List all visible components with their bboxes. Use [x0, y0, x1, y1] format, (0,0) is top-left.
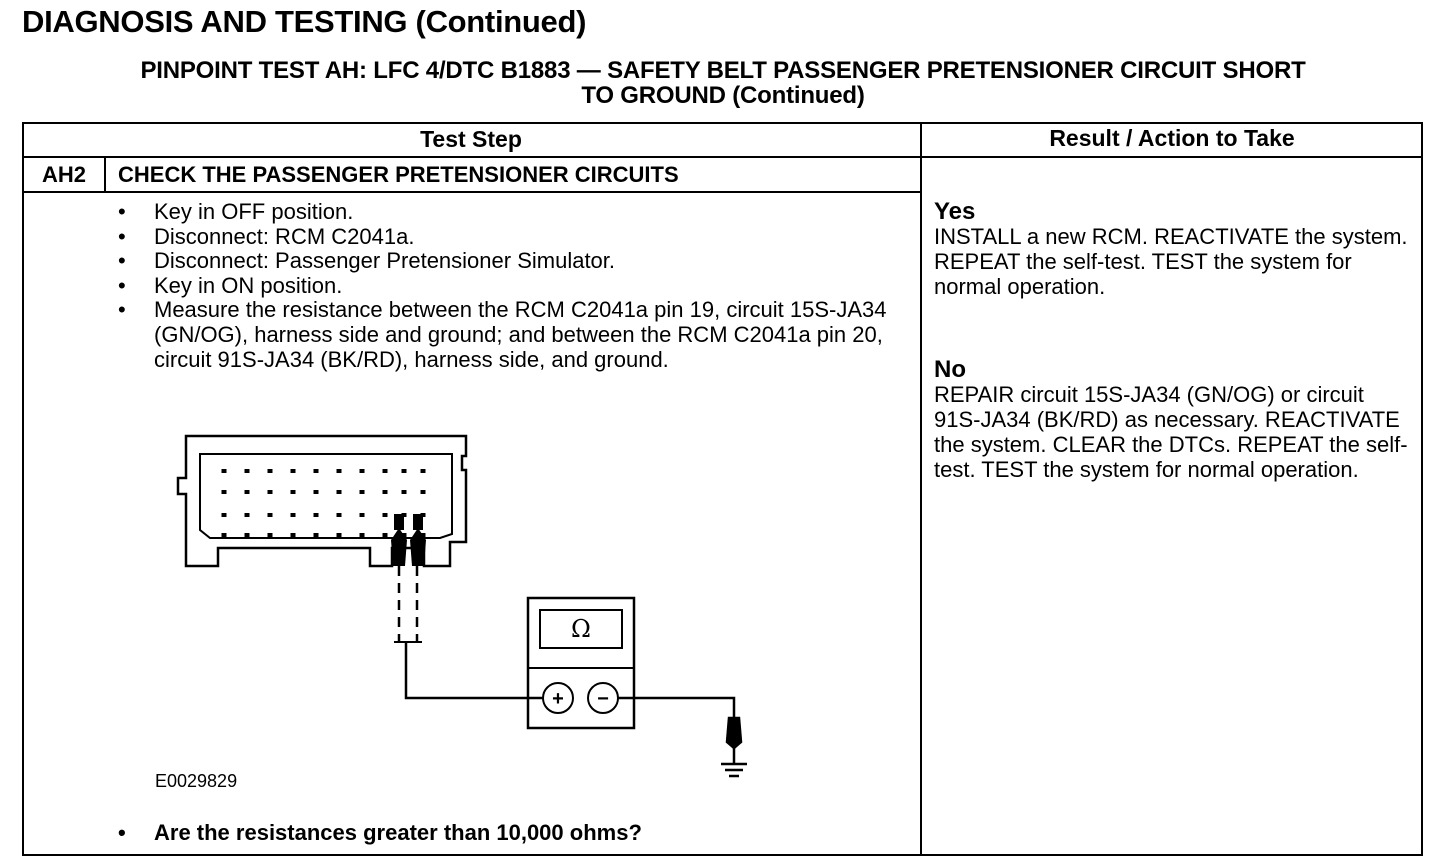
- list-item: • Measure the resistance between the RCM C2041a pin 19, circuit 15S-JA34 (GN/OG), harness side and ground; and between the RCM C2041a pin 20, circuit 91S-JA34 (BK/RD), harness side, and ground.: [116, 298, 906, 372]
- connector-pin: [360, 513, 365, 517]
- list-item: • Disconnect: Passenger Pretensioner Simulator.: [116, 249, 906, 274]
- connector-pin: [314, 533, 319, 537]
- connector-pin: [314, 490, 319, 494]
- list-item: • Disconnect: RCM C2041a.: [116, 225, 906, 250]
- connector-pin: [402, 490, 407, 494]
- connector-pin: [383, 533, 388, 537]
- ground-lead: [618, 698, 741, 764]
- connector-pin: [291, 533, 296, 537]
- column-header-result: Result / Action to Take: [1049, 125, 1295, 151]
- subtitle-line-2: TO GROUND (Continued): [581, 82, 865, 109]
- subtitle-line-1: PINPOINT TEST AH: LFC 4/DTC B1883 — SAFETY BELT PASSENGER PRETENSIONER CIRCUIT SHORT: [140, 57, 1306, 84]
- result-no: [934, 357, 1414, 482]
- page-title: DIAGNOSIS AND TESTING (Continued): [22, 4, 587, 39]
- figure-id: E0029829: [155, 771, 238, 791]
- connector-pin: [360, 533, 365, 537]
- list-item: • Key in ON position.: [116, 274, 906, 299]
- connector-pin: [314, 469, 319, 473]
- no-action: REPAIR circuit 15S-JA34 (GN/OG) or circuit 91S-JA34 (BK/RD) as necessary. REACTIVATE the system. CLEAR the DTCs. REPEAT the self-test. TEST the system for normal operation.: [934, 382, 1408, 482]
- column-header-test-step: Test Step: [420, 126, 522, 152]
- connector-pin: [337, 469, 342, 473]
- yes-heading: Yes: [934, 198, 976, 225]
- yes-action: INSTALL a new RCM. REACTIVATE the system. REPEAT the self-test. TEST the system for normal operation.: [934, 224, 1408, 299]
- step-question: • Are the resistances greater than 10,000 ohms?: [116, 820, 642, 846]
- no-heading: No: [934, 356, 966, 383]
- ohm-symbol: Ω: [571, 615, 591, 643]
- connector-pin: [291, 469, 296, 473]
- connector-pin: [337, 533, 342, 537]
- connector-pin: [268, 513, 273, 517]
- connector-pin: [291, 490, 296, 494]
- connector-pin: [245, 533, 250, 537]
- connector-pin: [291, 513, 296, 517]
- connector-pin: [383, 469, 388, 473]
- connector-pin: [245, 469, 250, 473]
- connector-pin: [268, 533, 273, 537]
- connector-pin: [222, 490, 227, 494]
- connector-pin: [245, 490, 250, 494]
- connector-pin: [245, 513, 250, 517]
- connector-pin: [360, 490, 365, 494]
- connector-pin: [337, 513, 342, 517]
- plus-terminal: +: [552, 688, 564, 710]
- connector-pin: [222, 469, 227, 473]
- connector-pin: [383, 490, 388, 494]
- connector-pin: [268, 469, 273, 473]
- connector-pin: [222, 513, 227, 517]
- connector-pin: [268, 490, 273, 494]
- connector-pin: [222, 533, 227, 537]
- connector-pin: [314, 513, 319, 517]
- connector-pin: [421, 490, 426, 494]
- connector-pin: [383, 513, 388, 517]
- ground-icon: [721, 764, 747, 776]
- result-yes: [934, 199, 1414, 299]
- connector-pin: [337, 490, 342, 494]
- list-item: • Key in OFF position.: [116, 200, 906, 225]
- minus-terminal: −: [597, 688, 609, 710]
- connector-pin: [360, 469, 365, 473]
- step-title: CHECK THE PASSENGER PRETENSIONER CIRCUITS: [118, 162, 679, 187]
- connector-pin: [421, 469, 426, 473]
- step-id: AH2: [41, 162, 86, 187]
- connector-pin: [402, 469, 407, 473]
